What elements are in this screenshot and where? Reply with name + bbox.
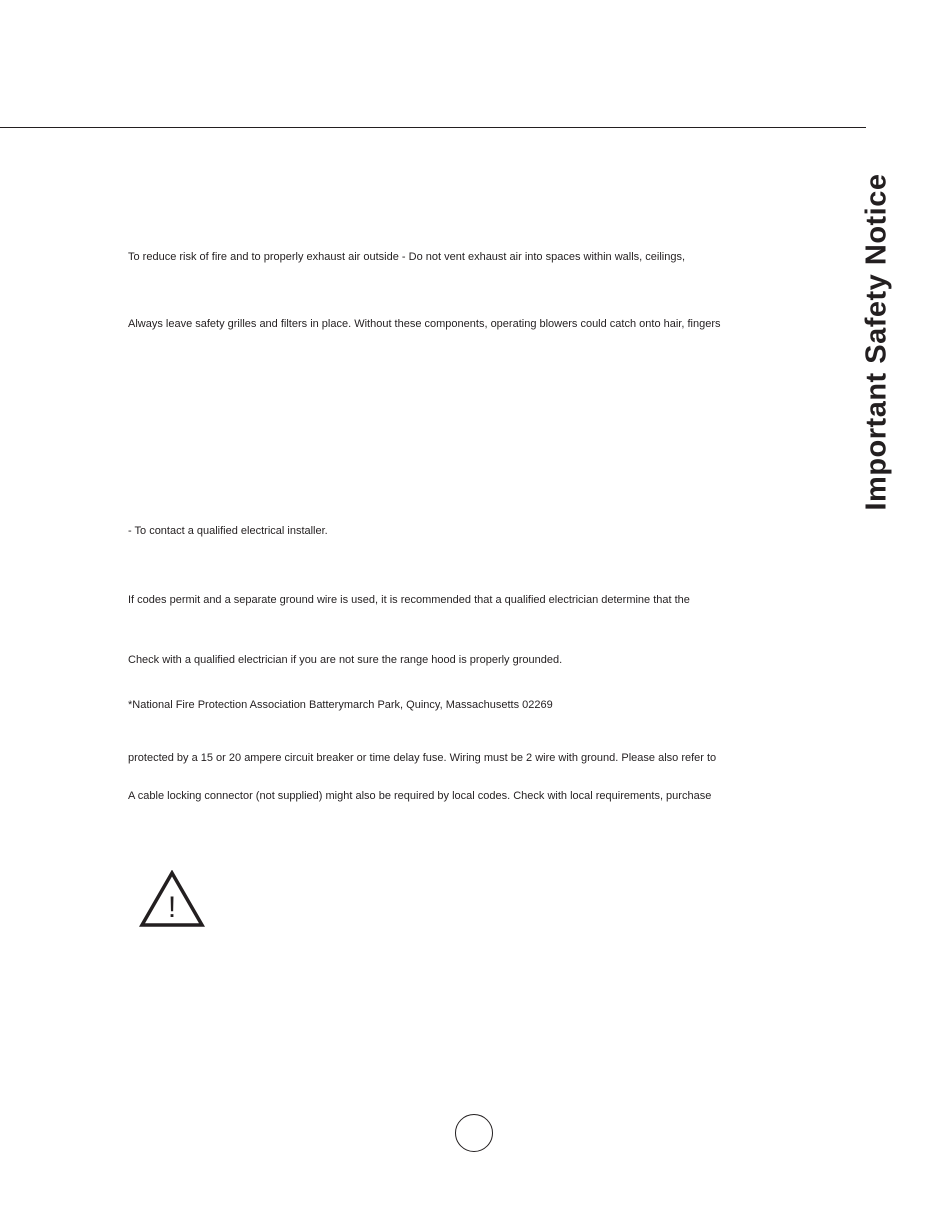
warning-exclamation-mark: ! (167, 891, 177, 924)
body-line-contact-installer: - To contact a qualified electrical installer. (128, 525, 328, 537)
body-line-nfpa-address: *National Fire Protection Association Batterymarch Park, Quincy, Massachusetts 02269 (128, 699, 553, 711)
body-line-vent-warning: To reduce risk of fire and to properly exhaust air outside - Do not vent exhaust air into spaces within walls, ceilings, (128, 251, 685, 263)
body-line-circuit-breaker: protected by a 15 or 20 ampere circuit breaker or time delay fuse. Wiring must be 2 wire with ground. Please also refer to (128, 752, 717, 764)
warning-triangle-icon (139, 870, 205, 928)
page-number-circle (455, 1114, 493, 1152)
body-line-safety-grilles: Always leave safety grilles and filters in place. Without these components, operating blowers could catch onto hair, fingers (128, 318, 721, 330)
body-line-cable-connector: A cable locking connector (not supplied) might also be required by local codes. Check with local requirements, purchase (128, 790, 712, 802)
header-rule (0, 127, 866, 128)
page-section-title: Important Safety Notice (860, 173, 893, 511)
body-line-ground-wire: If codes permit and a separate ground wire is used, it is recommended that a qualified electrician determine that the (128, 594, 690, 606)
body-line-check-grounding: Check with a qualified electrician if you are not sure the range hood is properly grounded. (128, 654, 563, 666)
